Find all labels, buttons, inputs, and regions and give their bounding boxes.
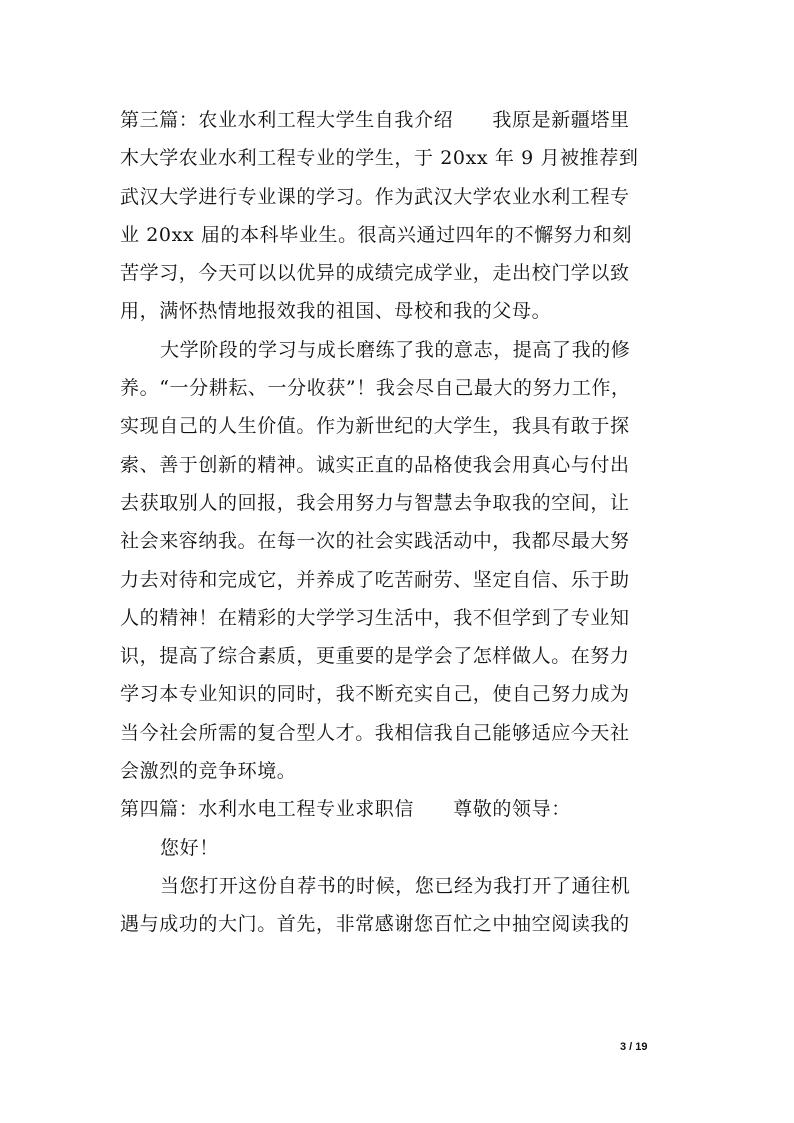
text-line: 社会来容纳我。在每一次的社会实践活动中，我都尽最大努	[120, 530, 630, 553]
text-line: 当今社会所需的复合型人才。我相信我自己能够适应今天社	[120, 721, 630, 744]
text-line: 木大学农业水利工程专业的学生，于 20xx 年 9 月被推荐到	[120, 147, 639, 170]
text-line: 您好！	[160, 836, 219, 859]
text-line: 大学阶段的学习与成长磨练了我的意志，提高了我的修	[160, 338, 631, 361]
page-number: 3 / 19	[620, 1041, 648, 1053]
text-line: 武汉大学进行专业课的学习。作为武汉大学农业水利工程专	[120, 185, 630, 208]
text-line: 第四篇：水利水电工程专业求职信 尊敬的领导：	[120, 798, 571, 821]
text-line: 人的精神！在精彩的大学学习生活中，我不但学到了专业知	[120, 606, 630, 629]
text-line: 第三篇：农业水利工程大学生自我介绍 我原是新疆塔里	[120, 109, 630, 131]
text-line: 索、善于创新的精神。诚实正直的品格使我会用真心与付出	[120, 453, 630, 476]
text-line: 去获取别人的回报，我会用努力与智慧去争取我的空间，让	[120, 491, 630, 514]
text-line: 用，满怀热情地报效我的祖国、母校和我的父母。	[120, 300, 552, 323]
text-line: 识，提高了综合素质，更重要的是学会了怎样做人。在努力	[120, 645, 630, 668]
text-line: 会激烈的竞争环境。	[120, 760, 297, 783]
text-line: 养。“一分耕耘、一分收获”！我会尽自己最大的努力工作，	[120, 377, 631, 400]
text-line: 实现自己的人生价值。作为新世纪的大学生，我具有敢于探	[120, 415, 630, 438]
text-line: 力去对待和完成它，并养成了吃苦耐劳、坚定自信、乐于助	[120, 568, 630, 591]
text-line: 遇与成功的大门。首先，非常感谢您百忙之中抽空阅读我的	[120, 913, 630, 936]
document-body	[120, 101, 680, 944]
text-line: 当您打开这份自荐书的时候，您已经为我打开了通往机	[160, 874, 631, 897]
text-line: 学习本专业知识的同时，我不断充实自己，使自己努力成为	[120, 683, 630, 706]
text-line: 业 20xx 届的本科毕业生。很高兴通过四年的不懈努力和刻	[120, 223, 633, 246]
text-line: 苦学习，今天可以以优异的成绩完成学业，走出校门学以致	[120, 262, 630, 285]
